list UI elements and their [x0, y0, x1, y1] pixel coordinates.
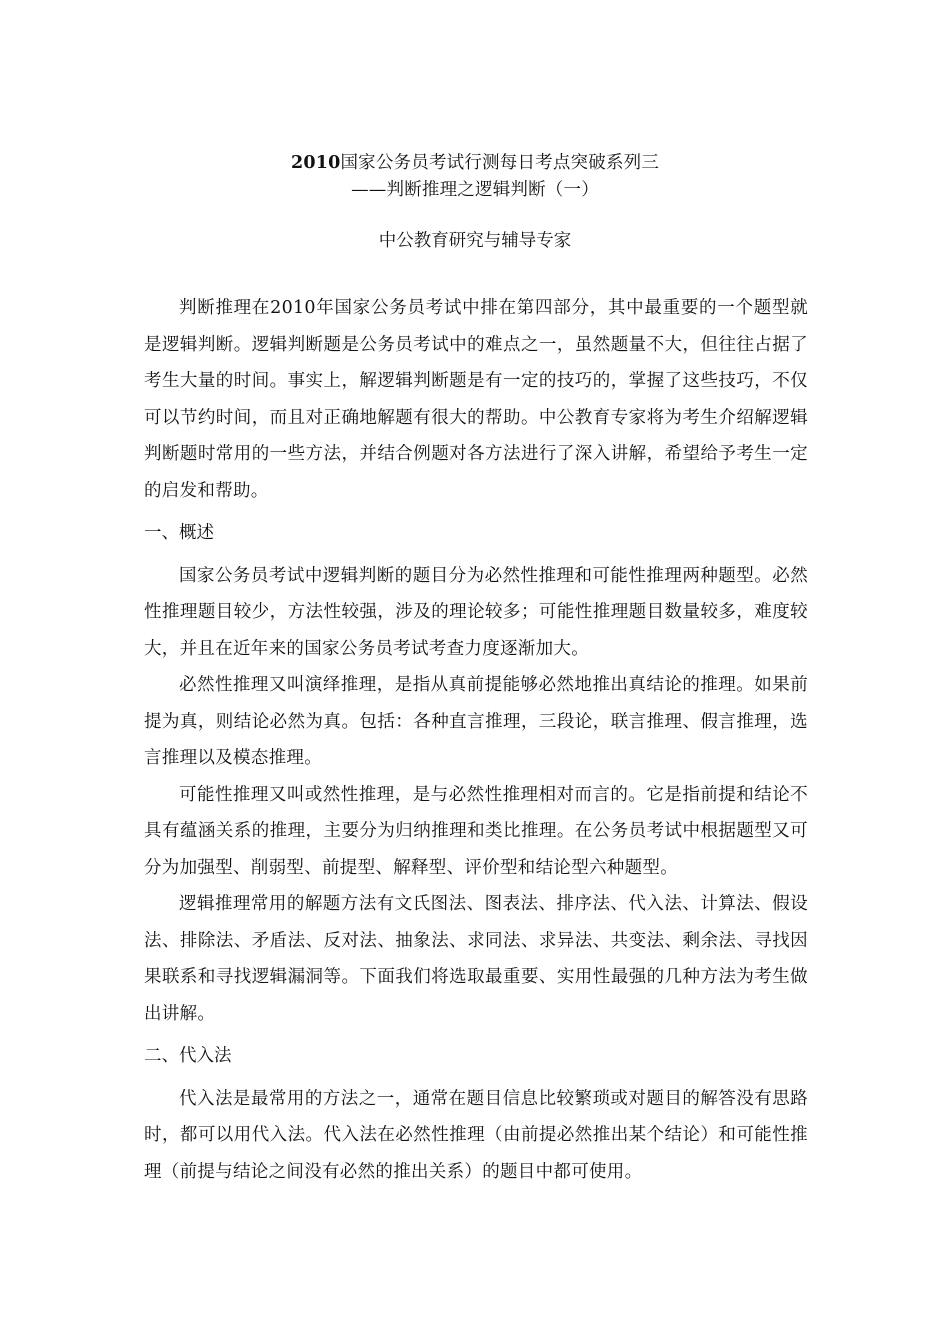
section-heading-overview: 一、概述: [144, 523, 214, 543]
section-heading-substitution: 二、代入法: [144, 1046, 232, 1066]
title-year: 2010: [290, 153, 341, 173]
overview-paragraph-4: 逻辑推理常用的解题方法有文氏图法、图表法、排序法、代入法、计算法、假设法、排除法、矛盾法、反对法、抽象法、求同法、求异法、共变法、剩余法、寻找因果联系和寻找逻辑漏洞等。下面我们将选取最重要、实用性最强的几种方法为考生做出讲解。: [144, 894, 808, 1024]
document-body: [144, 290, 808, 1190]
author-line: 中公教育研究与辅导专家: [378, 231, 572, 251]
overview-paragraph-3: 可能性推理又叫或然性推理，是与必然性推理相对而言的。它是指前提和结论不具有蕴涵关系的推理，主要分为归纳推理和类比推理。在公务员考试中根据题型又可分为加强型、削弱型、前提型、解释型、评价型和结论型六种题型。: [144, 784, 808, 878]
overview-paragraph-2: 必然性推理又叫演绎推理，是指从真前提能够必然地推出真结论的推理。如果前提为真，则结论必然为真。包括：各种直言推理，三段论，联言推理、假言推理，选言推理以及模态推理。: [144, 675, 808, 768]
intro-paragraph: 判断推理在2010年国家公务员考试中排在第四部分，其中最重要的一个题型就是逻辑判断。逻辑判断题是公务员考试中的难点之一，虽然题量不大，但往往占据了考生大量的时间。事实上，解逻辑判断题是有一定的技巧的，掌握了这些技巧，不仅可以节约时间，而且对正确地解题有很大的帮助。中公教育专家将为考生介绍解逻辑判断题时常用的一些方法，并结合例题对各方法进行了深入讲解，希望给予考生一定的启发和帮助。: [144, 298, 808, 501]
page-title: [0, 150, 950, 177]
page-subtitle: ——判断推理之逻辑判断（一）: [351, 180, 599, 200]
substitution-paragraph-1: 代入法是最常用的方法之一，通常在题目信息比较繁琐或对题目的解答没有思路时，都可以用代入法。代入法在必然性推理（由前提必然推出某个结论）和可能性推理（前提与结论之间没有必然的推出关系）的题目中都可使用。: [144, 1088, 808, 1182]
title-block: [0, 150, 950, 204]
title-text: 国家公务员考试行测每日考点突破系列三: [340, 153, 660, 173]
overview-paragraph-1: 国家公务员考试中逻辑判断的题目分为必然性推理和可能性推理两种题型。必然性推理题目较少，方法性较强，涉及的理论较多；可能性推理题目数量较多，难度较大，并且在近年来的国家公务员考试考查力度逐渐加大。: [144, 565, 808, 659]
